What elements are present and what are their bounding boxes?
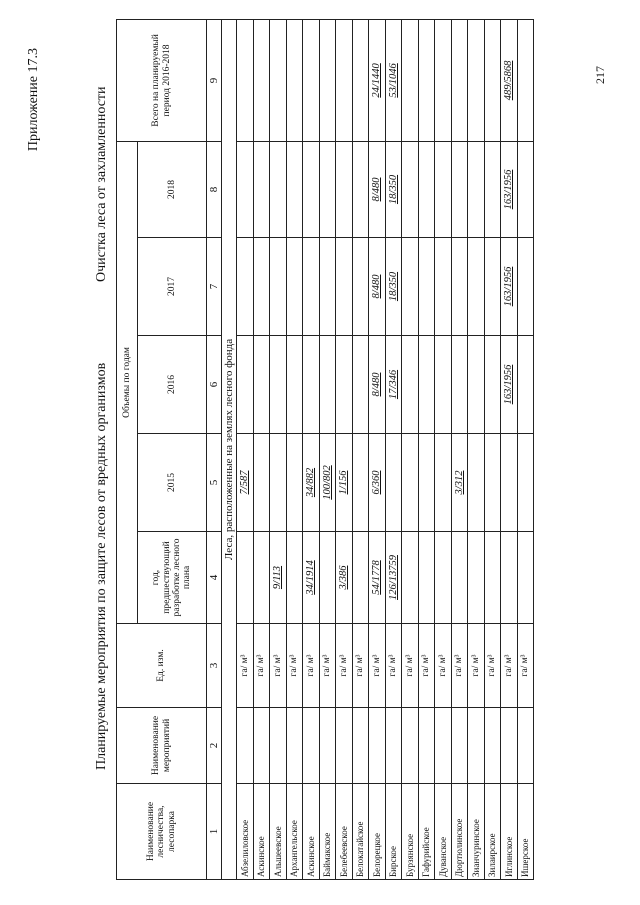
- activity-cell: [451, 708, 468, 784]
- unit-cell: га/ м³: [402, 624, 419, 708]
- table-row: [418, 19, 435, 879]
- forestry-name-cell: Аскинское: [303, 784, 320, 880]
- value-cell-total: [484, 19, 501, 141]
- unit-cell: га/ м³: [451, 624, 468, 708]
- value-cell-2016: [352, 336, 369, 434]
- value-cell-2015: [402, 434, 419, 532]
- value-cell-2017: [270, 238, 287, 336]
- value-cell-2016: 163/1956: [501, 336, 518, 434]
- value-cell-2015: [253, 434, 270, 532]
- value-cell-2015: [270, 434, 287, 532]
- value-cell-2018: [402, 141, 419, 237]
- table-row: [336, 19, 353, 879]
- forestry-name-cell: Архангельское: [286, 784, 303, 880]
- column-number: 1: [207, 784, 222, 880]
- column-number: 2: [207, 708, 222, 784]
- value-cell-total: [270, 19, 287, 141]
- value-cell-total: 53/1046: [385, 19, 402, 141]
- unit-cell: га/ м³: [501, 624, 518, 708]
- forestry-name-cell: Ишерское: [517, 784, 534, 880]
- forestry-name-cell: Гафурийское: [418, 784, 435, 880]
- header-2017: 2017: [138, 238, 207, 336]
- value-cell-2015: 34/882: [303, 434, 320, 532]
- table-row: [303, 19, 320, 879]
- value-cell-2016: 8/480: [369, 336, 386, 434]
- value-cell-2017: 18/350: [385, 238, 402, 336]
- value-cell-2017: [253, 238, 270, 336]
- value-cell-year-before: 54/1778: [369, 532, 386, 624]
- table-row: [402, 19, 419, 879]
- value-cell-year-before: [402, 532, 419, 624]
- value-cell-total: [319, 19, 336, 141]
- value-cell-total: [253, 19, 270, 141]
- column-number: 3: [207, 624, 222, 708]
- value-cell-2016: 17/346: [385, 336, 402, 434]
- value-cell-2018: [253, 141, 270, 237]
- value-cell-2016: [484, 336, 501, 434]
- value-cell-2016: [435, 336, 452, 434]
- activity-cell: [237, 708, 254, 784]
- activity-cell: [402, 708, 419, 784]
- value-cell-2018: [418, 141, 435, 237]
- header-name: Наименование лесничества, лесопарка: [117, 784, 207, 880]
- column-number: 5: [207, 434, 222, 532]
- value-cell-year-before: [319, 532, 336, 624]
- value-cell-year-before: 34/1914: [303, 532, 320, 624]
- value-cell-2015: [501, 434, 518, 532]
- forestry-name-cell: Белокатайское: [352, 784, 369, 880]
- value-cell-2015: 1/156: [336, 434, 353, 532]
- column-number-row: [207, 19, 222, 879]
- activity-cell: [303, 708, 320, 784]
- value-cell-2018: [468, 141, 485, 237]
- forestry-name-cell: Зилаирское: [484, 784, 501, 880]
- page-subtitle: Очистка леса от захламленности: [94, 86, 109, 282]
- value-cell-total: [303, 19, 320, 141]
- value-cell-year-before: [435, 532, 452, 624]
- table-row: [435, 19, 452, 879]
- value-cell-year-before: [352, 532, 369, 624]
- activity-cell: [369, 708, 386, 784]
- value-cell-year-before: 126/13759: [385, 532, 402, 624]
- unit-cell: га/ м³: [286, 624, 303, 708]
- page-title: Планируемые мероприятия по защите лесов от вредных организмов: [94, 362, 109, 770]
- value-cell-2017: [435, 238, 452, 336]
- value-cell-2015: [385, 434, 402, 532]
- activity-cell: [517, 708, 534, 784]
- activity-cell: [286, 708, 303, 784]
- value-cell-year-before: 3/386: [336, 532, 353, 624]
- unit-cell: га/ м³: [270, 624, 287, 708]
- rotated-page-content: [26, 20, 626, 880]
- appendix-label: Приложение 17.3: [26, 48, 41, 152]
- value-cell-2016: [237, 336, 254, 434]
- unit-cell: га/ м³: [237, 624, 254, 708]
- value-cell-2018: [352, 141, 369, 237]
- value-cell-year-before: [468, 532, 485, 624]
- unit-cell: га/ м³: [418, 624, 435, 708]
- value-cell-year-before: [253, 532, 270, 624]
- table-row: [501, 19, 518, 879]
- value-cell-total: [451, 19, 468, 141]
- forestry-name-cell: Альшеевское: [270, 784, 287, 880]
- forestry-name-cell: Зианчуринское: [468, 784, 485, 880]
- value-cell-2017: [418, 238, 435, 336]
- table-body: [237, 19, 534, 879]
- table-row: [468, 19, 485, 879]
- forestry-name-cell: Баймакское: [319, 784, 336, 880]
- value-cell-2016: [270, 336, 287, 434]
- forestry-name-cell: Дюртюлинское: [451, 784, 468, 880]
- unit-cell: га/ м³: [319, 624, 336, 708]
- table-row: [484, 19, 501, 879]
- value-cell-2017: [451, 238, 468, 336]
- unit-cell: га/ м³: [484, 624, 501, 708]
- value-cell-2016: [402, 336, 419, 434]
- value-cell-total: [237, 19, 254, 141]
- value-cell-2017: [468, 238, 485, 336]
- value-cell-total: 24/1440: [369, 19, 386, 141]
- activity-cell: [319, 708, 336, 784]
- column-number: 7: [207, 238, 222, 336]
- value-cell-year-before: [517, 532, 534, 624]
- activity-cell: [336, 708, 353, 784]
- table-row: [237, 19, 254, 879]
- value-cell-2015: [352, 434, 369, 532]
- table-row: [286, 19, 303, 879]
- plan-table: [116, 19, 534, 880]
- value-cell-2017: [484, 238, 501, 336]
- value-cell-2016: [517, 336, 534, 434]
- value-cell-2015: [418, 434, 435, 532]
- value-cell-2017: 163/1956: [501, 238, 518, 336]
- table-row: [270, 19, 287, 879]
- column-number: 8: [207, 141, 222, 237]
- value-cell-2015: [435, 434, 452, 532]
- value-cell-2018: [484, 141, 501, 237]
- header-2016: 2016: [138, 336, 207, 434]
- value-cell-2018: [319, 141, 336, 237]
- value-cell-2017: 8/480: [369, 238, 386, 336]
- value-cell-2016: [286, 336, 303, 434]
- value-cell-2018: [286, 141, 303, 237]
- value-cell-2016: [303, 336, 320, 434]
- activity-cell: [484, 708, 501, 784]
- unit-cell: га/ м³: [303, 624, 320, 708]
- activity-cell: [435, 708, 452, 784]
- section-title: Леса, расположенные на землях лесного фонда: [222, 19, 237, 879]
- value-cell-total: [286, 19, 303, 141]
- value-cell-year-before: [286, 532, 303, 624]
- activity-cell: [385, 708, 402, 784]
- activity-cell: [418, 708, 435, 784]
- value-cell-total: [352, 19, 369, 141]
- table-row: [253, 19, 270, 879]
- value-cell-2015: [286, 434, 303, 532]
- forestry-name-cell: Белорецкое: [369, 784, 386, 880]
- unit-cell: га/ м³: [352, 624, 369, 708]
- value-cell-2015: 3/312: [451, 434, 468, 532]
- value-cell-year-before: [451, 532, 468, 624]
- value-cell-total: [402, 19, 419, 141]
- header-2015: 2015: [138, 434, 207, 532]
- value-cell-2015: 6/360: [369, 434, 386, 532]
- header-activity: Наименование мероприятий: [117, 708, 207, 784]
- value-cell-2015: [484, 434, 501, 532]
- activity-cell: [468, 708, 485, 784]
- value-cell-2018: 18/350: [385, 141, 402, 237]
- value-cell-2017: [352, 238, 369, 336]
- activity-cell: [253, 708, 270, 784]
- column-number: 6: [207, 336, 222, 434]
- header-total: Всего на планируемый период 2016-2018: [117, 19, 207, 141]
- header-unit: Ед. изм.: [117, 624, 207, 708]
- value-cell-year-before: [501, 532, 518, 624]
- value-cell-total: [435, 19, 452, 141]
- header-year-before: год, предшествующий разработке лесного плана: [138, 532, 207, 624]
- forestry-name-cell: Иглинское: [501, 784, 518, 880]
- value-cell-2016: [319, 336, 336, 434]
- value-cell-2016: [336, 336, 353, 434]
- forestry-name-cell: Белебеевское: [336, 784, 353, 880]
- value-cell-2017: [402, 238, 419, 336]
- activity-cell: [501, 708, 518, 784]
- section-row: [222, 19, 237, 879]
- value-cell-2015: 7/587: [237, 434, 254, 532]
- value-cell-2017: [286, 238, 303, 336]
- column-number: 9: [207, 19, 222, 141]
- forestry-name-cell: Бурзянское: [402, 784, 419, 880]
- value-cell-2015: 100/802: [319, 434, 336, 532]
- activity-cell: [352, 708, 369, 784]
- value-cell-2018: [303, 141, 320, 237]
- value-cell-2018: [336, 141, 353, 237]
- value-cell-total: [468, 19, 485, 141]
- value-cell-total: [336, 19, 353, 141]
- unit-cell: га/ м³: [253, 624, 270, 708]
- table-row: [352, 19, 369, 879]
- value-cell-2017: [336, 238, 353, 336]
- activity-cell: [270, 708, 287, 784]
- value-cell-2018: 8/480: [369, 141, 386, 237]
- value-cell-2016: [468, 336, 485, 434]
- header-volumes-by-year: Объемы по годам: [117, 141, 138, 623]
- value-cell-2018: [451, 141, 468, 237]
- value-cell-total: [418, 19, 435, 141]
- value-cell-2017: [517, 238, 534, 336]
- value-cell-2017: [303, 238, 320, 336]
- value-cell-total: 489/5868: [501, 19, 518, 141]
- value-cell-2016: [418, 336, 435, 434]
- unit-cell: га/ м³: [369, 624, 386, 708]
- value-cell-2015: [517, 434, 534, 532]
- value-cell-year-before: [237, 532, 254, 624]
- unit-cell: га/ м³: [385, 624, 402, 708]
- value-cell-year-before: [418, 532, 435, 624]
- unit-cell: га/ м³: [336, 624, 353, 708]
- header-2018: 2018: [138, 141, 207, 237]
- forestry-name-cell: Бирское: [385, 784, 402, 880]
- column-number: 4: [207, 532, 222, 624]
- value-cell-2017: [319, 238, 336, 336]
- unit-cell: га/ м³: [435, 624, 452, 708]
- value-cell-2018: 163/1956: [501, 141, 518, 237]
- value-cell-2018: [237, 141, 254, 237]
- unit-cell: га/ м³: [517, 624, 534, 708]
- forestry-name-cell: Аскинское: [253, 784, 270, 880]
- value-cell-2016: [253, 336, 270, 434]
- value-cell-2016: [451, 336, 468, 434]
- table-row: [451, 19, 468, 879]
- value-cell-2017: [237, 238, 254, 336]
- value-cell-year-before: [484, 532, 501, 624]
- value-cell-2018: [435, 141, 452, 237]
- table-row: [369, 19, 386, 879]
- value-cell-2018: [270, 141, 287, 237]
- unit-cell: га/ м³: [468, 624, 485, 708]
- value-cell-2015: [468, 434, 485, 532]
- table-row: [385, 19, 402, 879]
- table-row: [517, 19, 534, 879]
- value-cell-total: [517, 19, 534, 141]
- page-number: 217: [593, 66, 607, 84]
- value-cell-year-before: 9/113: [270, 532, 287, 624]
- table-row: [319, 19, 336, 879]
- value-cell-2018: [517, 141, 534, 237]
- forestry-name-cell: Дуванское: [435, 784, 452, 880]
- forestry-name-cell: Абзелиловское: [237, 784, 254, 880]
